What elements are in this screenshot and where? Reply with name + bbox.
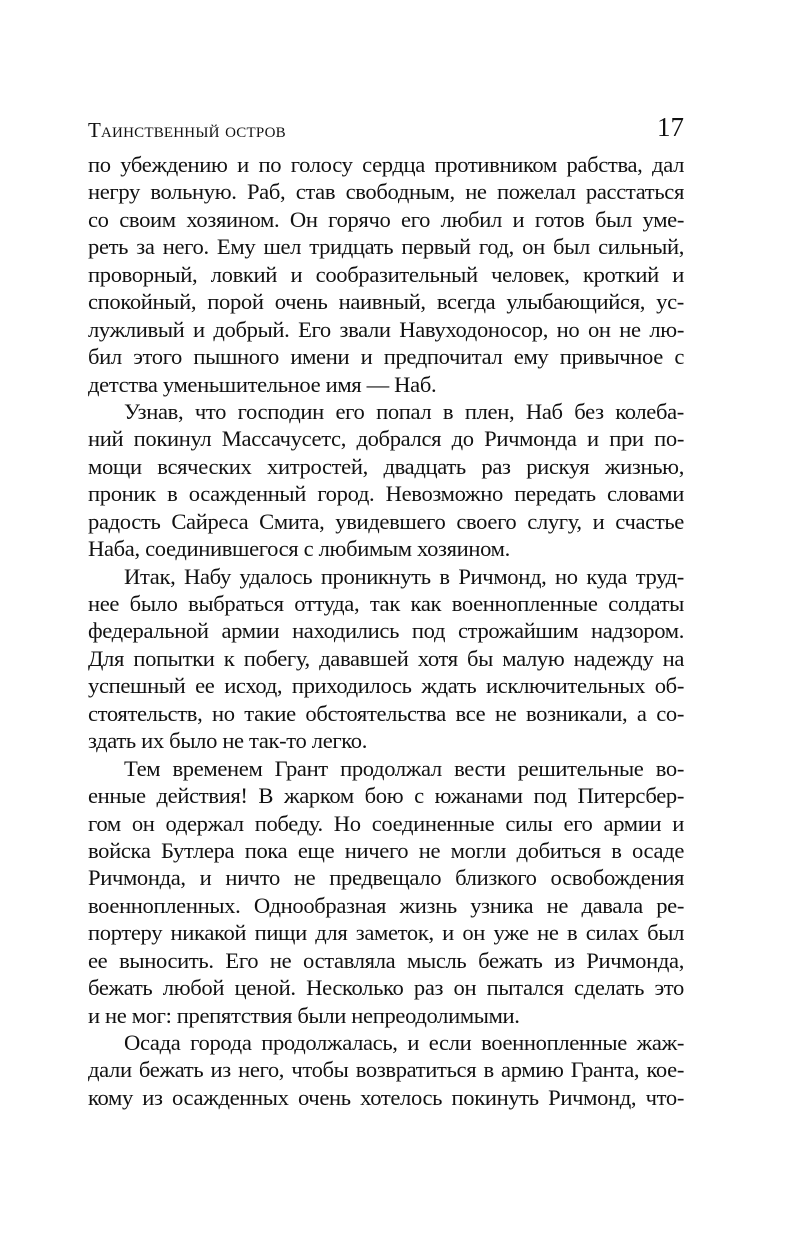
text-line: успешный ее исход, приходилось ждать исключительных об-: [88, 673, 684, 699]
page-number: 17: [657, 112, 684, 142]
text-line: спокойный, порой очень наивный, всегда улыбающийся, ус-: [88, 289, 684, 315]
text-line: со своим хозяином. Он горячо его любил и готов был уме-: [88, 206, 684, 232]
text-line: стоятельств, но такие обстоятельства все не возникали, а со-: [88, 700, 684, 726]
text-line: по убеждению и по голосу сердца противником рабства, дал: [88, 152, 684, 177]
text-line: радость Сайреса Смита, увидевшего своего слугу, и счастье: [88, 508, 684, 534]
text-line: проник в осажденный город. Невозможно передать словами: [88, 481, 684, 507]
text-line: реть за него. Ему шел тридцать первый год, он был сильный,: [88, 234, 684, 260]
text-line: дали бежать из него, чтобы возвратиться в армию Гранта, кое-: [88, 1057, 684, 1083]
text-line: Ричмонда, и ничто не предвещало близкого освобождения: [88, 865, 684, 891]
text-line: нее было выбраться оттуда, так как военнопленные солдаты: [88, 591, 684, 616]
text-line: военнопленных. Однообразная жизнь узника не давала ре-: [88, 892, 684, 918]
text-line: ний покинул Массачусетс, добрался до Ричмонда и при по-: [88, 426, 684, 452]
text-line: негру вольную. Раб, став свободным, не пожелал расстаться: [88, 179, 684, 205]
text-line: мощи всяческих хитростей, двадцать раз рискуя жизнью,: [88, 453, 684, 479]
text-line: портеру никакой пищи для заметок, и он уже не в силах был: [88, 920, 684, 946]
text-line: Итак, Набу удалось проникнуть в Ричмонд, но куда труд-: [124, 563, 684, 589]
text-line: и не мог: препятствия были непреодолимыми.: [88, 1002, 520, 1028]
body-text: [88, 151, 684, 1111]
text-line: бежать любой ценой. Несколько раз он пытался сделать это: [88, 975, 684, 1001]
text-line: Тем временем Грант продолжал вести решительные во-: [124, 755, 684, 781]
text-line: проворный, ловкий и сообразительный человек, кроткий и: [88, 261, 684, 287]
text-line: детства уменьшительное имя — Наб.: [88, 371, 437, 397]
text-line: Наба, соединившегося с любимым хозяином.: [88, 536, 510, 562]
text-line: лужливый и добрый. Его звали Навуходоносор, но он не лю-: [88, 316, 684, 342]
text-line: войска Бутлера пока еще ничего не могли добиться в осаде: [88, 837, 684, 863]
running-title: Таинственный остров: [88, 118, 286, 142]
text-line: гом он одержал победу. Но соединенные силы его армии и: [88, 810, 684, 836]
text-line: бил этого пышного имени и предпочитал ему привычное с: [88, 344, 684, 370]
text-line: Для попытки к побегу, дававшей хотя бы малую надежду на: [88, 645, 684, 671]
text-line: кому из осажденных очень хотелось покинуть Ричмонд, что-: [88, 1084, 684, 1110]
text-line: енные действия! В жарком бою с южанами под Питерсбер-: [88, 783, 684, 809]
text-line: Осада города продолжалась, и если военнопленные жаж-: [124, 1030, 684, 1055]
running-head: [88, 112, 684, 146]
text-line: федеральной армии находились под строжайшим надзором.: [88, 618, 684, 644]
text-line: ее выносить. Его не оставляла мысль бежать из Ричмонда,: [88, 947, 684, 973]
text-line: Узнав, что господин его попал в плен, Наб без колеба-: [124, 398, 684, 424]
text-line: здать их было не так-то легко.: [88, 728, 368, 754]
